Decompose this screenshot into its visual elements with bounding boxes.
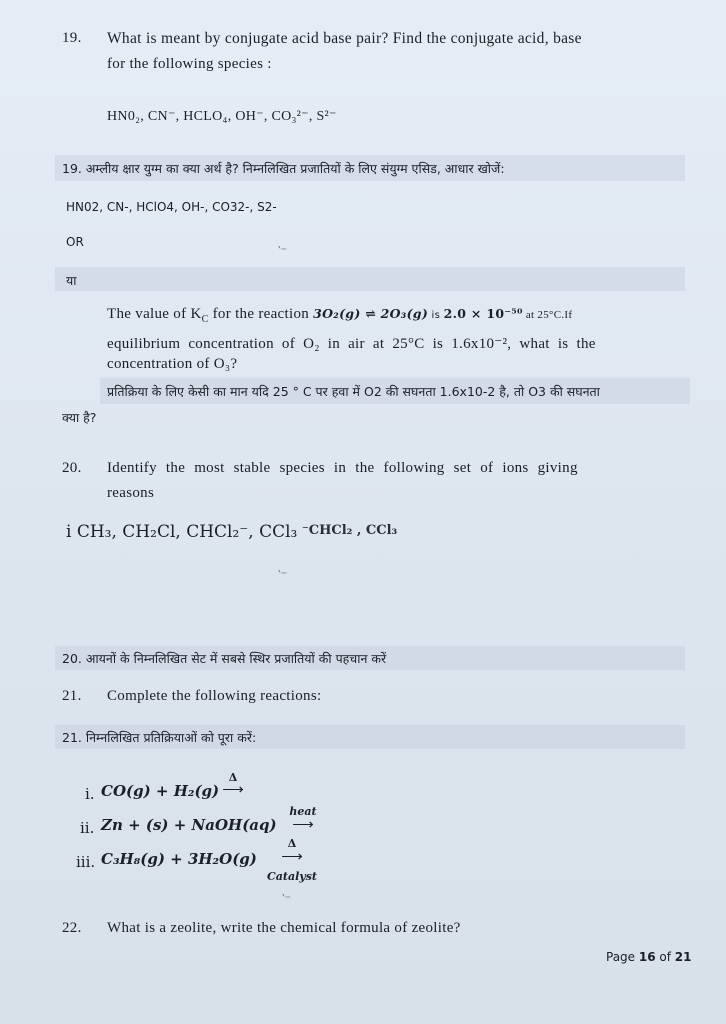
q19-text-line1: What is meant by conjugate acid base pair? Find the conjugate acid, base — [107, 30, 582, 47]
reaction-3-label: iii. — [76, 853, 96, 871]
pen-mark-3: ‵⁻ — [282, 892, 292, 906]
q21-text: Complete the following reactions: — [107, 688, 322, 704]
kc-reaction: 3O₂(g) ⇌ 2O₃(g) — [313, 306, 429, 321]
q19-number: 19. — [62, 30, 82, 46]
or-hindi-band — [55, 267, 685, 291]
reaction-3-arrow — [262, 838, 322, 884]
page-prefix: Page — [606, 950, 639, 964]
q19-hindi: 19. अम्लीय क्षार युग्म का क्या अर्थ है? निम्नलिखित प्रजातियों के लिए संयुग्म एसिड, आधार खोजें: — [62, 161, 505, 176]
q20-line2: reasons — [107, 485, 155, 501]
page-mid: of — [655, 950, 675, 964]
pen-mark: ‵⁻ — [278, 244, 288, 258]
kc-hindi-line2: क्या है? — [62, 410, 97, 425]
kc-hindi-line1: प्रतिक्रिया के लिए केसी का मान यदि 25 ° C पर हवा में O2 की सघनता 1.6x10-2 है, तो O3 की सघनता — [107, 384, 600, 399]
kc-sub: C — [201, 314, 209, 325]
q20-formula-row — [66, 522, 397, 542]
reaction-3-catalyst: Catalyst — [267, 870, 317, 883]
kc-value: 2.0 × 10⁻⁵⁰ — [443, 306, 523, 321]
q20-hindi: 20. आयनों के निम्नलिखित सेट में सबसे स्थिर प्रजातियों की पहचान करें — [62, 651, 387, 666]
q19-species-plain: HN02, CN-, HClO4, OH-, CO32-, S2- — [66, 200, 277, 214]
or-hindi: या — [66, 273, 77, 288]
q19-text-line2: for the following species : — [107, 56, 272, 72]
reaction-2-label: ii. — [80, 819, 95, 837]
arrow-icon: ⟶ — [292, 817, 314, 833]
q20-formula: i CH₃, CH₂Cl, CHCl₂⁻, CCl₃ — [66, 522, 298, 542]
page-number — [606, 950, 691, 964]
kc-line1 — [107, 306, 572, 325]
page-total: 21 — [674, 950, 692, 964]
kc-at: at 25°C.If — [522, 309, 573, 321]
reaction-1: CO(g) + H₂(g) — [101, 782, 220, 800]
or-english: OR — [66, 235, 84, 249]
reaction-1-arrow — [222, 772, 244, 797]
reaction-2-arrow — [284, 806, 322, 832]
reaction-2-heat: heat — [289, 805, 317, 818]
kc-is: is — [428, 310, 444, 321]
kc-line3: concentration of O₃? — [107, 356, 238, 372]
arrow-icon: ⟶ — [281, 849, 303, 865]
kc-mid: for the reaction — [208, 306, 314, 322]
arrow-icon: ⟶ — [222, 782, 244, 798]
q22-text: What is a zeolite, write the chemical formula of zeolite? — [107, 920, 461, 936]
page-current: 16 — [638, 950, 656, 964]
pen-mark-2: ‵⁻ — [278, 568, 288, 582]
kc-line2: equilibrium concentration of O₂ in air at 25°C is 1.6x10⁻², what is the — [107, 336, 596, 352]
q20-number: 20. — [62, 460, 82, 476]
reaction-1-label: i. — [85, 785, 95, 803]
reaction-1-delta: Δ — [228, 771, 238, 784]
q20-formula-tail: ⁻CHCl₂ , CCl₃ — [297, 523, 398, 538]
reaction-3: C₃H₈(g) + 3H₂O(g) — [101, 850, 257, 868]
q19-species: HN0₂, CN⁻, HCLO₄, OH⁻, CO₃²⁻, S²⁻ — [107, 109, 337, 124]
q20-line1: Identify the most stable species in the following set of ions giving — [107, 460, 578, 476]
q21-number: 21. — [62, 688, 82, 704]
kc-prefix: The value of K — [107, 306, 202, 322]
reaction-2: Zn + (s) + NaOH(aq) — [101, 816, 277, 834]
reaction-3-delta: Δ — [287, 837, 297, 850]
q22-number: 22. — [62, 920, 82, 936]
q21-hindi: 21. निम्नलिखित प्रतिक्रियाओं को पूरा करें: — [62, 730, 257, 745]
